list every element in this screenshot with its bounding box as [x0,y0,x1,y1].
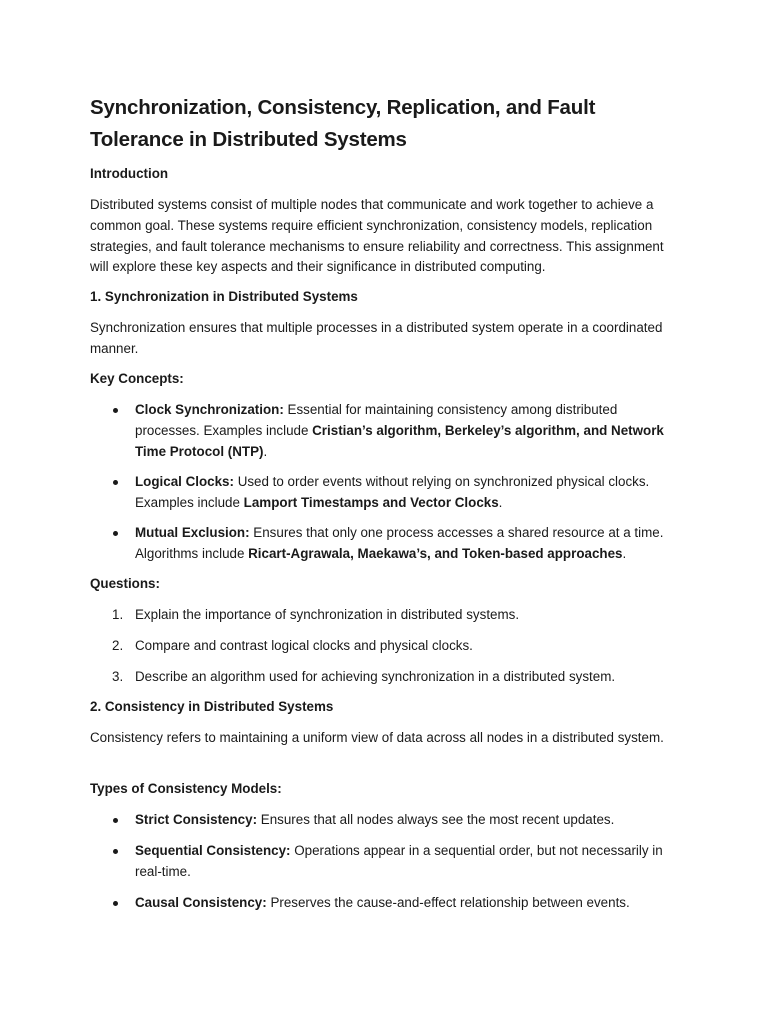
list-item [135,841,680,883]
questions-label: Questions: [90,576,160,591]
bullet-icon [113,480,118,485]
question-number: 1. [112,607,124,622]
concept-end: . [263,443,268,459]
model-term: Sequential Consistency: [135,843,291,858]
intro-heading: Introduction [90,166,169,181]
concept-examples: Cristian’s algorithm, Berkeley’s algorithm, and Network Time Protocol (NTP) [135,422,664,459]
bullet-icon [113,818,118,823]
model-desc: Preserves the cause-and-effect relationship between events. [266,895,630,910]
list-item [112,667,680,688]
list-item [135,893,680,914]
model-desc: Operations appear in a sequential order, but not necessarily in real-time. [135,843,663,879]
models-label: Types of Consistency Models: [90,781,282,796]
bullet-icon [113,849,118,854]
concept-examples: Lamport Timestamps and Vector Clocks [243,494,499,510]
section2-paragraph: Consistency refers to maintaining a uniform view of data across all nodes in a distributed system. [90,730,664,745]
concept-desc: Used to order events without relying on synchronized physical clocks. Examples include [135,474,650,510]
list-item [135,472,680,514]
concept-end: . [498,494,503,510]
bullet-icon [113,408,118,413]
list-item [135,400,680,462]
concept-desc: Ensures that only one process accesses a shared resource at a time. Algorithms include [135,525,664,561]
section1-heading: 1. Synchronization in Distributed Systems [90,289,358,304]
concept-term: Clock Synchronization: [135,402,284,417]
section2-heading: 2. Consistency in Distributed Systems [90,699,334,714]
question-text: Explain the importance of synchronization in distributed systems. [135,607,520,622]
concept-term: Mutual Exclusion: [135,525,250,540]
list-item [135,810,680,831]
bullet-icon [113,901,118,906]
concept-term: Logical Clocks: [135,474,234,489]
question-number: 3. [112,669,124,684]
question-text: Describe an algorithm used for achieving synchronization in a distributed system. [135,669,616,684]
model-desc: Ensures that all nodes always see the most recent updates. [257,812,615,827]
concept-examples: Ricart-Agrawala, Maekawa’s, and Token-based approaches [248,545,623,561]
document-title: Synchronization, Consistency, Replication, and Fault Tolerance in Distributed Systems [90,96,596,151]
model-term: Causal Consistency: [135,895,267,910]
concept-desc: Essential for maintaining consistency among distributed processes. Examples include [135,402,618,438]
key-concepts-label: Key Concepts: [90,371,184,386]
list-item [112,636,680,657]
model-term: Strict Consistency: [135,812,258,827]
list-item [135,523,680,565]
question-number: 2. [112,638,124,653]
section1-paragraph: Synchronization ensures that multiple processes in a distributed system operate in a coordinated manner. [90,320,663,356]
list-item [112,605,680,626]
question-text: Compare and contrast logical clocks and physical clocks. [135,638,473,653]
bullet-icon [113,531,118,536]
concept-end: . [622,545,627,561]
intro-paragraph: Distributed systems consist of multiple nodes that communicate and work together to achieve a common goal. These systems require efficient synchronization, consistency models, replication strategies, and fault tolerance mechanisms to ensure reliability and correctness. This assignment will explore these key aspects and their significance in distributed computing. [90,197,664,275]
